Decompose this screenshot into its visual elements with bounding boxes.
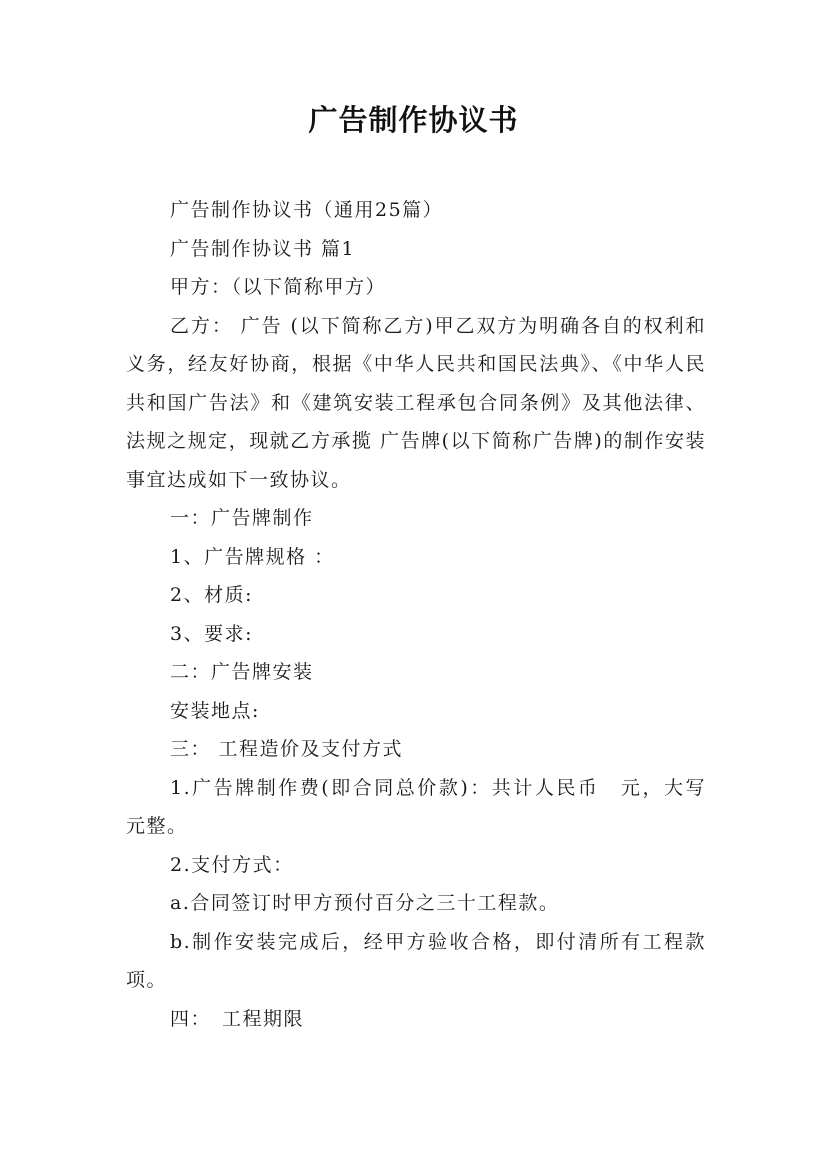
paragraph-material: 2、材质:: [170, 584, 253, 606]
paragraph-payment-a: a.合同签订时甲方预付百分之三十工程款。: [170, 892, 560, 914]
document-title: 广告制作协议书: [308, 103, 519, 137]
document-body: [126, 191, 727, 1038]
paragraph-spec: 1、广告牌规格 ：: [170, 545, 335, 568]
paragraph-party-a: 甲方：（以下简称甲方）: [170, 276, 387, 298]
paragraph-clause-1: 一：广告牌制作: [170, 507, 314, 529]
paragraph-payment-b: b.制作安装完成后，经甲方验收合格，即付清所有工程款项。: [126, 930, 706, 991]
paragraph-clause-3: 三： 工程造价及支付方式: [170, 738, 404, 760]
paragraph-requirement: 3、要求:: [170, 622, 253, 645]
paragraph-subtitle: 广告制作协议书（通用25篇）: [170, 199, 444, 221]
paragraph-payment-method: 2.支付方式：: [170, 853, 294, 876]
paragraph-party-b: 乙方： 广告 (以下简称乙方)甲乙双方为明确各自的权利和义务，经友好协商，根据《中华人民共和国民法典》、《中华人民共和国广告法》和《建筑安装工程承包合同条例》及其他法律、法规之规定，现就乙方承揽 广告牌(以下简称广告牌)的制作安装事宜达成如下一致协议。: [126, 314, 706, 491]
paragraph-fee: 1.广告牌制作费(即合同总价款)：共计人民币 元，大写 元整。: [126, 776, 727, 837]
paragraph-section-heading: 广告制作协议书 篇1: [170, 237, 356, 260]
paragraph-clause-4: 四： 工程期限: [170, 1007, 305, 1030]
paragraph-location: 安装地点:: [170, 699, 260, 722]
paragraph-clause-2: 二：广告牌安装: [170, 661, 314, 683]
